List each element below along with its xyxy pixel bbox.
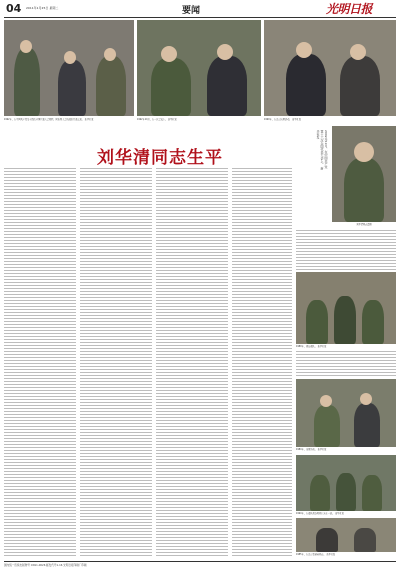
text-column-4 [232, 168, 292, 558]
portrait-photo [332, 126, 396, 222]
text-column-2 [80, 168, 152, 558]
text-column-5-mid [296, 351, 396, 377]
photo-7 [296, 518, 396, 552]
photo-5-caption: 1984年，出席活动。 新华社发 [296, 448, 327, 451]
photo-6 [296, 455, 396, 511]
section-title: 要闻 [182, 6, 201, 16]
photo-1-caption: 1992年，在中国共产党第十四次全国代表大会期间，同出席大会的部队代表交谈。 新华社发 [4, 118, 94, 121]
photo-1 [4, 20, 134, 116]
page-number: 04 [6, 2, 22, 15]
text-column-3 [156, 168, 228, 558]
photo-2 [137, 20, 261, 116]
photo-6-caption: 1994年，在部队视察时同官兵在一起。 新华社发 [296, 512, 344, 515]
photo-4 [296, 272, 396, 344]
footer-text: 国内统一连续出版物号 CN11-0026 邮发代号1-16 光明日报印刷厂印刷 [4, 564, 87, 567]
photo-4-caption: 1989年，视察部队。 新华社发 [296, 345, 327, 348]
photo-5 [296, 379, 396, 447]
portrait-vertical-caption: 2002年11月，在中国共产党第十六次全国代表大会上。 新华社发 [316, 130, 328, 170]
photo-3 [264, 20, 396, 116]
photo-3-caption: 1999年，在北京出席活动。 新华社发 [264, 118, 301, 121]
photo-2-caption: 1992年10月，在一次会议上。 新华社发 [137, 118, 177, 121]
portrait-caption: 刘华清同志遗像 [356, 223, 372, 226]
photo-7-caption: 1985年，在北京看望老同志。 新华社发 [296, 553, 336, 556]
masthead: 光明日报 [326, 2, 373, 16]
text-column-5-top [296, 230, 396, 270]
footer-rule [4, 561, 396, 562]
date-line: 2011年1月25日 星期二 [26, 6, 59, 10]
article-title: 刘华清同志生平 [97, 148, 223, 168]
header-rule [4, 17, 396, 18]
text-column-1 [4, 168, 76, 558]
